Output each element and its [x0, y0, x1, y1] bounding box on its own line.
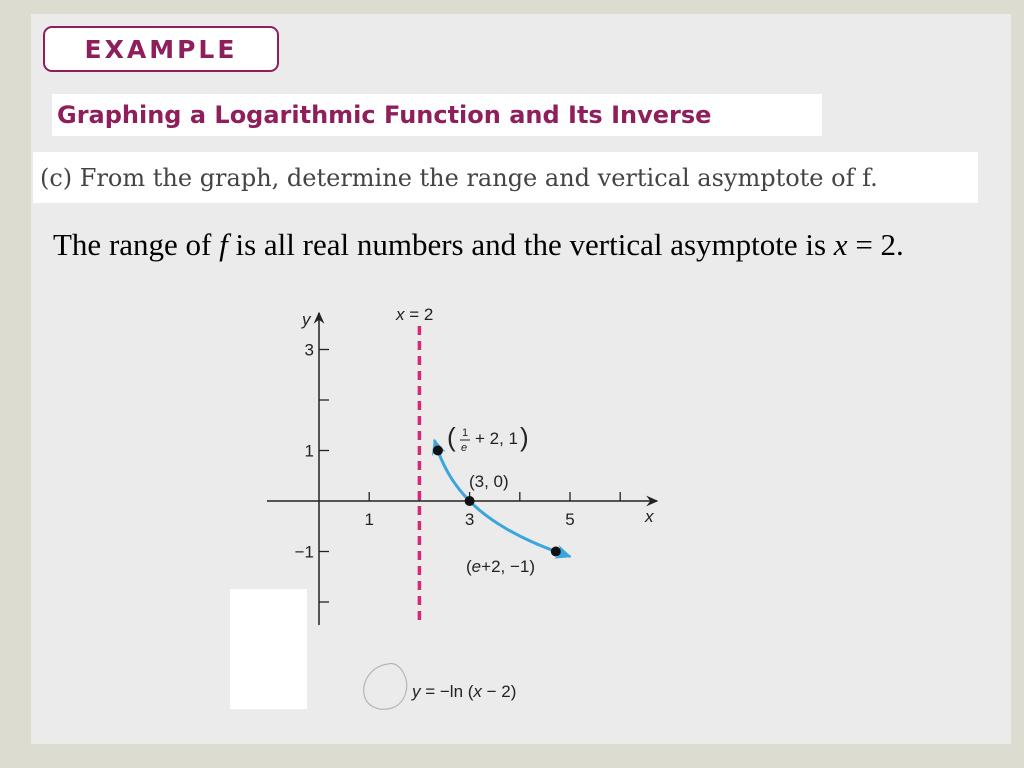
p3-rest: +2, −1): [481, 557, 536, 576]
p1-close-paren: ): [520, 422, 529, 452]
y-axis-label: y: [302, 310, 311, 329]
y-ticks: [295, 341, 329, 603]
function-equation: [411, 682, 516, 701]
answer-x: x: [833, 227, 848, 262]
point-label-1: [447, 422, 529, 454]
x-tick-label: 1: [364, 510, 374, 529]
slide-heading: Graphing a Logarithmic Function and Its Inverse: [57, 101, 712, 129]
question-text: (c) From the graph, determine the range and vertical asymptote of f.: [40, 163, 878, 192]
curve-line: [435, 440, 571, 556]
y-tick-label: −1: [294, 542, 314, 562]
asymptote-label-rest: = 2: [404, 305, 434, 324]
eq-end: − 2): [481, 682, 517, 701]
x-tick-label: 3: [464, 510, 475, 529]
answer-part1: The range of: [53, 227, 220, 262]
y-tick-label: 1: [304, 441, 314, 461]
eq-y: y: [412, 682, 421, 701]
asymptote-label: [395, 305, 433, 324]
data-point-3: [551, 547, 561, 557]
eq-mid: = −ln (: [420, 682, 474, 701]
answer-part3: = 2.: [847, 227, 904, 262]
eq-x: x: [473, 682, 482, 701]
p1-rest: + 2, 1: [475, 429, 519, 448]
answer-part2: is all real numbers and the vertical asymptote is: [227, 227, 834, 262]
p1-denominator: e: [461, 442, 468, 454]
x-axis-label: x: [645, 507, 654, 526]
point-label-2: (3, 0): [469, 472, 509, 491]
p1-numerator: 1: [462, 427, 469, 439]
sketch-circle: [364, 663, 407, 709]
y-tick-label: 3: [304, 340, 314, 360]
p1-open-paren: (: [447, 422, 456, 452]
x-tick-label: 5: [565, 510, 575, 529]
data-point-1: [433, 446, 443, 456]
asymptote-label-x: x: [396, 305, 405, 324]
example-label: EXAMPLE: [84, 34, 238, 64]
p3-open: (: [466, 557, 472, 576]
p3-e: e: [471, 557, 482, 576]
data-point-2: [465, 496, 475, 506]
x-ticks: [364, 492, 620, 529]
point-label-3: [466, 557, 535, 576]
answer-f: f: [219, 227, 228, 262]
